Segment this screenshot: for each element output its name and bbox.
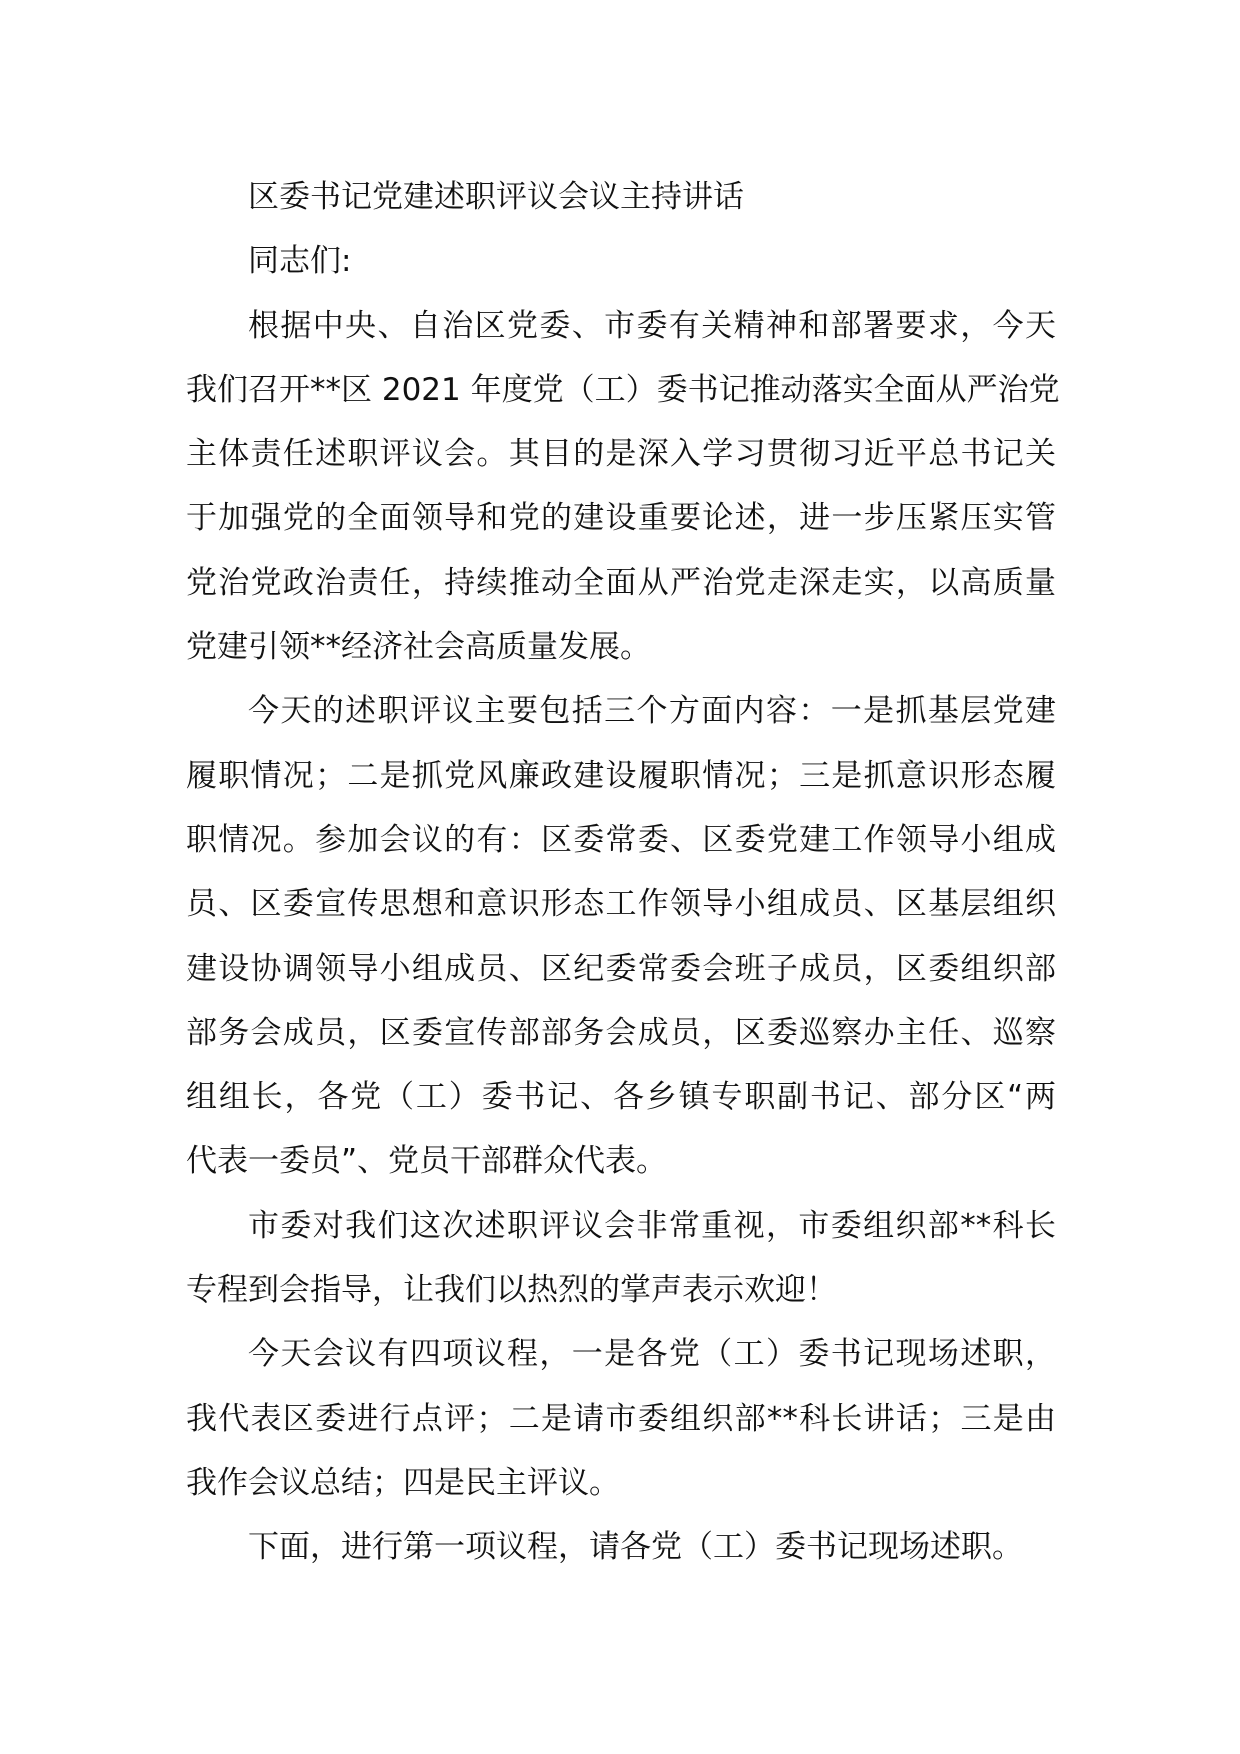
document-body xyxy=(186,165,1060,1580)
paragraph-line: 履职情况；二是抓党风廉政建设履职情况；三是抓意识形态履 xyxy=(186,757,1056,794)
paragraph-line: 员、区委宣传思想和意识形态工作领导小组成员、区基层组织 xyxy=(186,886,1056,923)
paragraph-line: 职情况。参加会议的有：区委常委、区委党建工作领导小组成 xyxy=(186,821,1056,858)
paragraph-line: 部务会成员，区委宣传部部务会成员，区委巡察办主任、巡察 xyxy=(186,1014,1056,1051)
paragraph-line: 组组长，各党（工）委书记、各乡镇专职副书记、部分区“两 xyxy=(186,1079,1056,1116)
paragraph-line: 党治党政治责任，持续推动全面从严治党走深走实，以高质量 xyxy=(186,564,1056,601)
paragraph-line: 我代表区委进行点评；二是请市委组织部**科长讲话；三是由 xyxy=(186,1400,1056,1437)
paragraph-5 xyxy=(186,1515,1056,1579)
paragraph-line: 党建引领**经济社会高质量发展。 xyxy=(186,629,651,666)
paragraph-3 xyxy=(186,1194,1056,1323)
paragraph-line: 建设协调领导小组成员、区纪委常委会班子成员，区委组织部 xyxy=(186,950,1056,987)
paragraph-line: 我们召开**区 2021 年度党（工）委书记推动落实全面从严治党 xyxy=(186,371,1060,408)
paragraph-4 xyxy=(186,1322,1056,1515)
paragraph-line: 专程到会指导，让我们以热烈的掌声表示欢迎！ xyxy=(186,1272,837,1309)
paragraph-line: 市委对我们这次述职评议会非常重视，市委组织部**科长 xyxy=(248,1207,1056,1244)
document-title: 区委书记党建述职评议会议主持讲话 xyxy=(248,179,744,215)
paragraph-line: 下面，进行第一项议程，请各党（工）委书记现场述职。 xyxy=(248,1529,1023,1566)
paragraph-line: 我作会议总结；四是民主评议。 xyxy=(186,1464,620,1501)
paragraph-line: 于加强党的全面领导和党的建设重要论述，进一步压紧压实管 xyxy=(186,500,1056,537)
paragraph-line: 今天的述职评议主要包括三个方面内容：一是抓基层党建 xyxy=(248,693,1056,730)
paragraph-2 xyxy=(186,679,1056,1193)
paragraph-line: 今天会议有四项议程，一是各党（工）委书记现场述职， xyxy=(248,1336,1056,1373)
paragraph-1 xyxy=(186,294,1060,680)
paragraph-line: 代表一委员”、党员干部群众代表。 xyxy=(186,1143,668,1180)
paragraph-line: 主体责任述职评议会。其目的是深入学习贯彻习近平总书记关 xyxy=(186,436,1056,473)
paragraph-line: 根据中央、自治区党委、市委有关精神和部署要求，今天 xyxy=(248,307,1056,344)
greeting: 同志们: xyxy=(248,243,352,280)
